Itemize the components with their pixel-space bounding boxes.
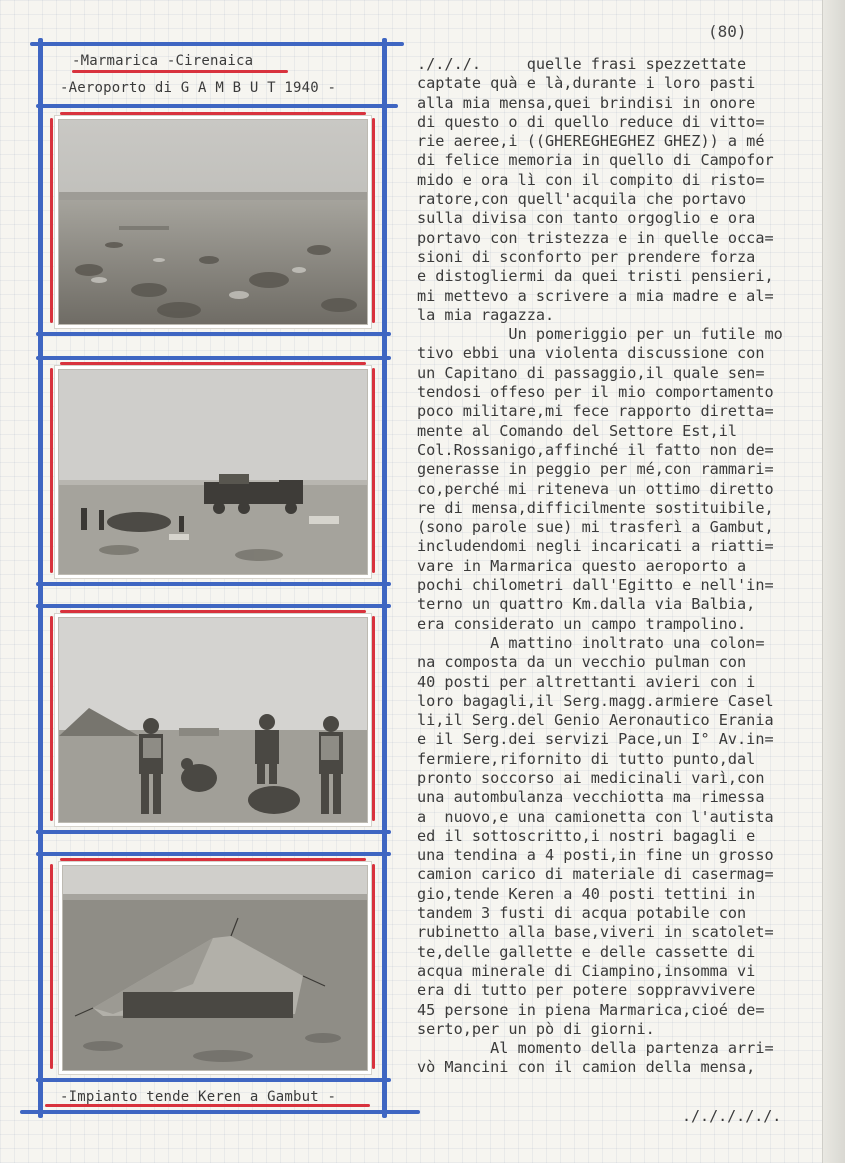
frame-line-left — [38, 38, 43, 1118]
text-line: sulla divisa con tanto orgoglio e ora — [417, 209, 756, 228]
frame-red-vertical — [372, 368, 375, 573]
text-line: ratore,con quell'acquila che portavo — [417, 190, 747, 209]
frame-line-divider — [36, 604, 391, 608]
text-line: sioni di sconforto per prendere forza — [417, 247, 756, 266]
frame-red-line — [60, 112, 366, 115]
text-line: serto,per un pò di giorni. — [417, 1019, 655, 1038]
text-line: pochi chilometri dall'Egitto e nell'in= — [417, 576, 774, 595]
page-edge — [822, 0, 845, 1163]
frame-line-divider — [36, 830, 391, 834]
text-line: tendosi offeso per il mio comportamento — [417, 383, 774, 402]
text-line: alla mia mensa,quei brindisi in onore — [417, 93, 756, 112]
text-line: era di tutto per potere soppravvivere — [417, 981, 756, 1000]
text-line: e distogliermi da quei tristi pensieri, — [417, 267, 774, 286]
frame-red-line — [60, 858, 366, 861]
text-line: gio,tende Keren a 40 posti tettini in — [417, 884, 756, 903]
frame-red-vertical — [50, 118, 53, 323]
text-line: era considerato un campo trampolino. — [417, 614, 747, 633]
text-line: na composta da un vecchio pulman con — [417, 653, 747, 672]
photo-truck-desert — [58, 369, 368, 575]
text-line: te,delle gallette e delle cassette di — [417, 942, 756, 961]
caption-underline — [72, 70, 288, 73]
text-line: mi mettevo a scrivere a mia madre e al= — [417, 286, 774, 305]
text-line: tandem 3 fusti di acqua potabile con — [417, 904, 747, 923]
frame-line-top — [30, 42, 404, 46]
text-line: rie aeree,i ((GHEREGHEGHEZ GHEZ)) a mé — [417, 132, 765, 151]
text-line: ed il sottoscritto,i nostri bagagli e — [417, 826, 756, 845]
text-line: una autombulanza vecchiotta ma rimessa — [417, 788, 765, 807]
photo-soldiers-tents — [58, 617, 368, 823]
text-line: A mattino inoltrato una colon= — [417, 633, 765, 652]
text-line: loro bagagli,il Serg.magg.armiere Casel — [417, 691, 774, 710]
frame-red-line — [60, 576, 366, 579]
text-line: Un pomeriggio per un futile mo — [417, 325, 783, 344]
text-line: di felice memoria in quello di Campofor — [417, 151, 774, 170]
text-line: Al momento della partenza arri= — [417, 1039, 774, 1058]
text-line: poco militare,mi fece rapporto diretta= — [417, 402, 774, 421]
frame-red-vertical — [50, 864, 53, 1069]
text-line: una tendina a 4 posti,in fine un grosso — [417, 846, 774, 865]
text-line: vare in Marmarica questo aeroporto a — [417, 556, 747, 575]
text-line: co,perché mi riteneva un ottimo diretto — [417, 479, 774, 498]
text-line: un Capitano di passaggio,il quale sen= — [417, 363, 765, 382]
frame-red-line — [60, 610, 366, 613]
text-line: acqua minerale di Ciampino,insomma vi — [417, 961, 756, 980]
text-line: (sono parole sue) mi trasferì a Gambut, — [417, 518, 774, 537]
text-line: mente al Comando del Settore Est,il — [417, 421, 738, 440]
text-line: a nuovo,e una camionetta con l'autista — [417, 807, 774, 826]
text-line: camion carico di materiale di casermag= — [417, 865, 774, 884]
text-line: portavo con tristezza e in quelle occa= — [417, 228, 774, 247]
frame-line-divider — [36, 1078, 391, 1082]
photo-keren-tent — [62, 865, 368, 1071]
text-line: 45 persone in piena Marmarica,cioé de= — [417, 1000, 765, 1019]
caption-bottom: -Impianto tende Keren a Gambut - — [60, 1089, 337, 1105]
frame-line-divider — [36, 852, 391, 856]
frame-line-divider — [36, 332, 391, 336]
frame-red-line — [60, 326, 366, 329]
photo-airfield-desert — [58, 119, 368, 325]
frame-red-line — [60, 1072, 366, 1075]
text-line: re di mensa,difficilmente sostituibile, — [417, 498, 774, 517]
page-number: (80) — [708, 22, 747, 41]
text-line: di questo o di quello reduce di vitto= — [417, 112, 765, 131]
text-line: e il Serg.dei servizi Pace,un I° Av.in= — [417, 730, 774, 749]
text-line: fermiere,rifornito di tutto punto,dal — [417, 749, 756, 768]
closing-marks: ./././././. — [682, 1107, 782, 1125]
text-line: generasse in peggio per mé,con rammari= — [417, 460, 774, 479]
caption-title: -Marmarica -Cirenaica — [72, 53, 254, 69]
frame-line-divider — [36, 582, 391, 586]
frame-red-vertical — [50, 368, 53, 573]
text-line: vò Mancini con il camion della mensa, — [417, 1058, 756, 1077]
text-line: la mia ragazza. — [417, 305, 555, 324]
frame-line-divider — [36, 104, 398, 108]
caption-subtitle: -Aeroporto di G A M B U T 1940 - — [60, 80, 337, 96]
frame-red-line — [60, 362, 366, 365]
text-line: pronto soccorso ai medicinali varì,con — [417, 768, 765, 787]
frame-red-vertical — [372, 118, 375, 323]
text-line: tivo ebbi una violenta discussione con — [417, 344, 765, 363]
frame-line-right — [382, 38, 387, 1118]
text-line: terno un quattro Km.dalla via Balbia, — [417, 595, 756, 614]
text-line: mido e ora lì con il compito di risto= — [417, 170, 765, 189]
typed-text-column — [417, 55, 822, 1078]
text-line: rubinetto alla base,viveri in scatolet= — [417, 923, 774, 942]
frame-red-line — [60, 824, 366, 827]
frame-line-divider — [36, 356, 391, 360]
frame-line-bottom — [20, 1110, 420, 1114]
frame-red-vertical — [372, 616, 375, 821]
text-line: captate quà e là,durante i loro pasti — [417, 74, 756, 93]
text-line: li,il Serg.del Genio Aeronautico Erania — [417, 711, 774, 730]
text-line: includendomi negli incaricati a riatti= — [417, 537, 774, 556]
text-line: Col.Rossanigo,affinché il fatto non de= — [417, 440, 774, 459]
frame-red-vertical — [372, 864, 375, 1069]
text-line: 40 posti per altrettanti avieri con i — [417, 672, 756, 691]
text-line: ./././. quelle frasi spezzettate — [417, 55, 747, 73]
frame-red-vertical — [50, 616, 53, 821]
